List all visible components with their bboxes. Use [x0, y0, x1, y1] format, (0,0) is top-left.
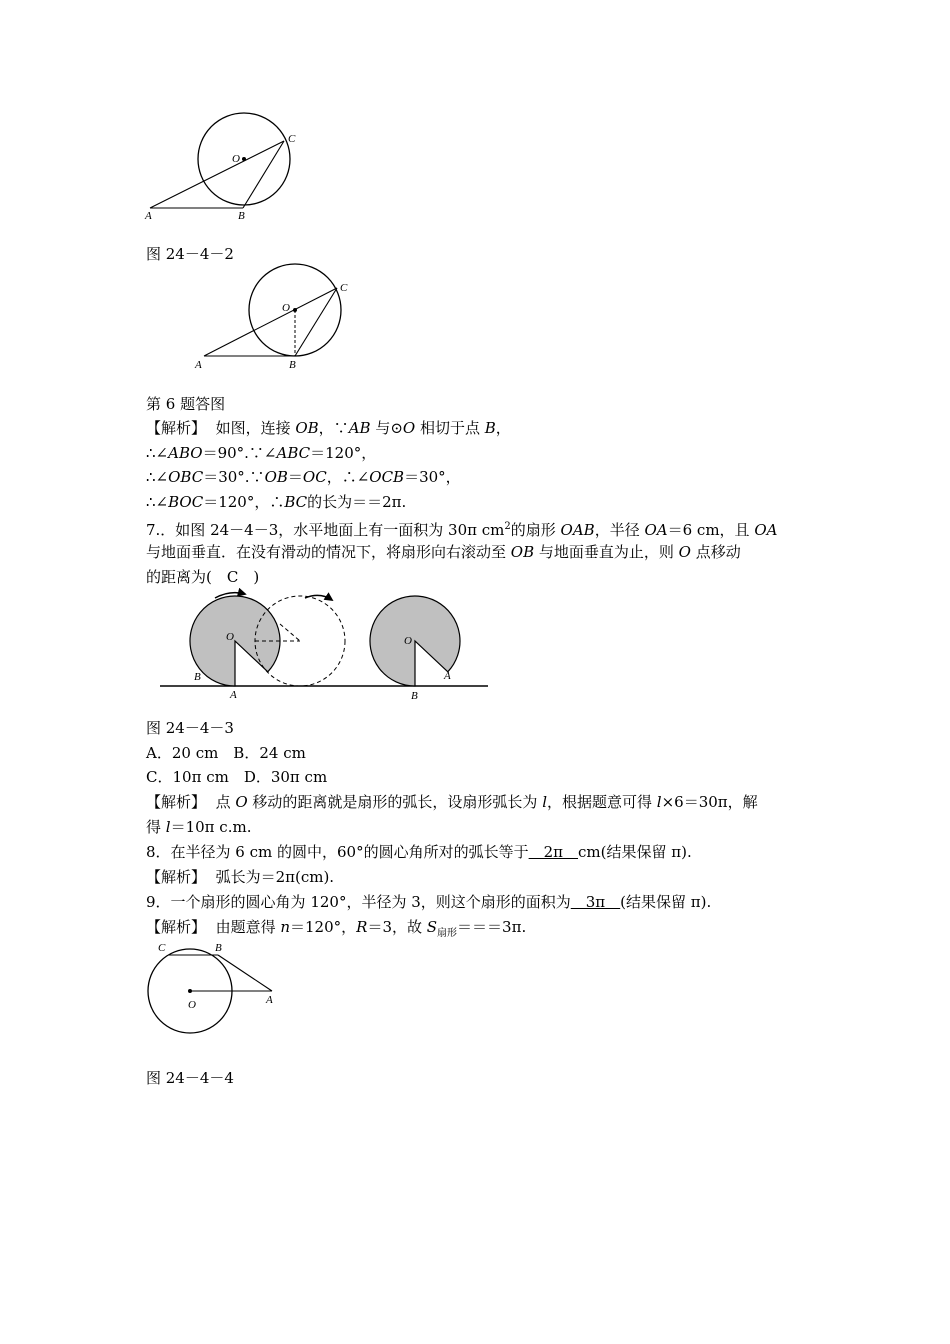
- figure-24-4-3: [150, 586, 495, 704]
- figure-answer-6: [190, 262, 360, 377]
- question-7-line-3: 的距离为( C ): [146, 568, 260, 586]
- label-c: C: [340, 282, 348, 294]
- label-a: A: [195, 359, 202, 371]
- question-7-options-line-2: C．10π cm D．30π cm: [146, 768, 328, 786]
- figure-caption: 图 24－4－2: [146, 245, 234, 263]
- label-o: O: [232, 153, 240, 165]
- label-a1: A: [230, 689, 237, 701]
- analysis-6-line-2: ∴∠ABO＝90°.∵∠ABC＝120°，: [146, 444, 377, 462]
- label-o: O: [282, 302, 290, 314]
- label-a2: A: [444, 670, 451, 682]
- question-7-line-2: 与地面垂直．在没有滑动的情况下，将扇形向右滚动至 OB 与地面垂直为止，则 O 点移动: [146, 543, 741, 561]
- answer-blank: 3π: [570, 893, 621, 911]
- label-o: O: [188, 999, 196, 1011]
- analysis-7-line-2: 得 l＝10π c.m.: [146, 818, 252, 836]
- label-b: B: [215, 942, 222, 954]
- label-b2: B: [411, 690, 418, 702]
- question-9: 9．一个扇形的圆心角为 120°，半径为 3，则这个扇形的面积为 3π (结果保留 π).: [146, 893, 712, 911]
- analysis-8: 【解析】 弧长为＝2π(cm).: [146, 868, 335, 886]
- analysis-7-line-1: 【解析】 点 O 移动的距离就是扇形的弧长，设扇形弧长为 l，根据题意可得 l×6＝30π，解: [146, 793, 758, 811]
- label-a: A: [266, 994, 273, 1006]
- label-b1: B: [194, 671, 201, 683]
- label-c: C: [288, 133, 296, 145]
- analysis-6-line-4: ∴∠BOC＝120°，∴BC的长为＝＝2π.: [146, 493, 407, 511]
- label-b: B: [289, 359, 296, 371]
- label-o1: O: [226, 631, 234, 643]
- label-o2: O: [404, 635, 412, 647]
- question-7-options-line-1: A．20 cm B．24 cm: [146, 744, 306, 762]
- figure-caption: 第 6 题答图: [146, 395, 226, 413]
- analysis-6-line-3: ∴∠OBC＝30°.∵OB＝OC，∴∠OCB＝30°，: [146, 468, 461, 486]
- figure-caption: 图 24－4－4: [146, 1069, 234, 1087]
- label-c: C: [158, 942, 166, 954]
- analysis-6-line-1: 【解析】 如图，连接 OB，∵AB 与⊙O 相切于点 B，: [146, 419, 511, 437]
- question-7-line-1: 7.．如图 24－4－3，水平地面上有一面积为 30π $cm^2$的扇形 OAB，半径 OA＝6 cm，且 OA: [146, 521, 778, 539]
- label-a: A: [145, 210, 152, 222]
- figure-24-4-2: [140, 112, 310, 227]
- figure-caption: 图 24－4－3: [146, 719, 234, 737]
- question-8: 8．在半径为 6 cm 的圆中，60°的圆心角所对的弧长等于 2π cm(结果保留 π).: [146, 843, 692, 861]
- analysis-9: 【解析】 由题意得 n＝120°，R＝3，故 $S_{扇形}===3\pi$.: [146, 918, 527, 939]
- label-b: B: [238, 210, 245, 222]
- figure-24-4-4: [142, 938, 287, 1038]
- answer-blank: 2π: [528, 843, 579, 861]
